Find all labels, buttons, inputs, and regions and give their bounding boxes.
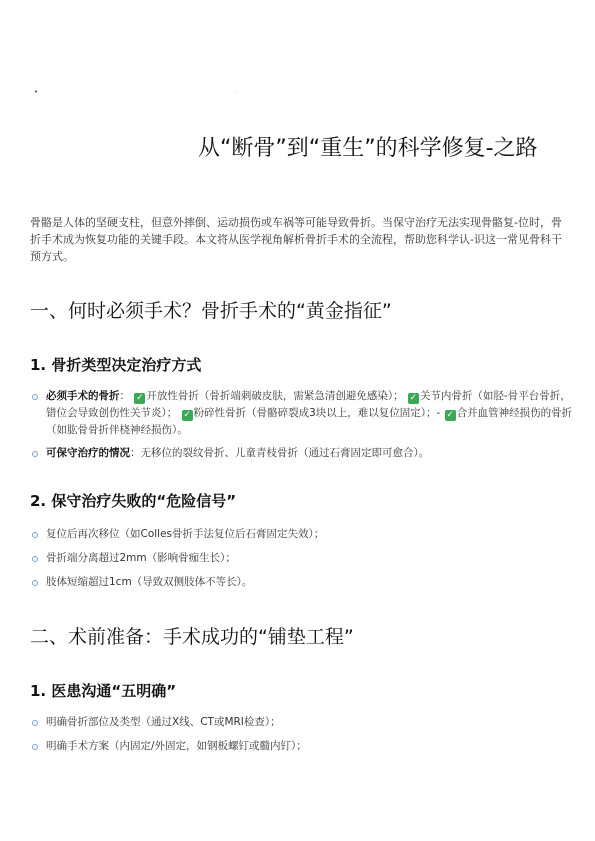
subsection-heading: 1. 医患沟通“五明确” [30,682,177,700]
item-label: 必须手术的骨折 [46,390,120,402]
item-label: 可保守治疗的情况 [46,447,130,459]
section-heading: 一、何时必须手术？骨折手术的“黄金指征” [30,300,392,322]
subsection-heading: 2. 保守治疗失败的“危险信号” [30,492,237,510]
section-heading: 二、术前准备：手术成功的“铺垫工程” [30,626,354,648]
check-mark-icon: ✓ [409,393,418,403]
page-title: 从“断骨”到“重生”的科学修复-之路 [198,136,538,161]
failure-signal-list [30,526,575,591]
list-item: 明确骨折部位及类型（通过X线、CT或MRI检查）； [30,714,575,731]
check-mark-icon: ✓ [183,410,191,420]
communication-list [30,714,575,755]
list-item: 必须手术的骨折： ✓ 开放性骨折（骨折端刺破皮肤，需紧急清创避免感染）； ✓ 关节内骨折（如胫-骨平台骨折，错位会导致创伤性关节炎）； ✓ 粉碎性骨折（骨骼碎裂成3块以上，难以复位固定）；- ✓ 合并血管神经损伤的骨折（如肱骨骨折伴桡神经损伤）。 [30,388,575,439]
list-item: 明确手术方案（内固定/外固定，如钢板螺钉或髓内钉）； [30,738,575,755]
intro-paragraph: 骨骼是人体的坚硬支柱，但意外摔倒、运动损伤或车祸等可能导致骨折。当保守治疗无法实现骨骼复-位时，骨折手术成为恢复功能的关键手段。本文将从医学视角解析骨折手术的全流程，帮助您科学认-识这一常见骨科干预方式。 [30,216,562,263]
stray-mark: · [236,88,239,96]
check-mark-icon: ✓ [446,410,454,420]
list-item: 复位后再次移位（如Colles骨折手法复位后石膏固定失效）； [30,526,575,543]
stray-mark: • [34,88,39,96]
subsection-heading: 1. 骨折类型决定治疗方式 [30,356,202,374]
check-mark-icon: ✓ [136,393,144,403]
list-item: 肢体短缩超过1cm（导致双侧肢体不等长）。 [30,574,575,591]
list-item: 骨折端分离超过2mm（影响骨痂生长）； [30,550,575,567]
list-item: 可保守治疗的情况：无移位的裂纹骨折、儿童青枝骨折（通过石膏固定即可愈合）。 [30,445,575,462]
indication-list [30,388,575,462]
